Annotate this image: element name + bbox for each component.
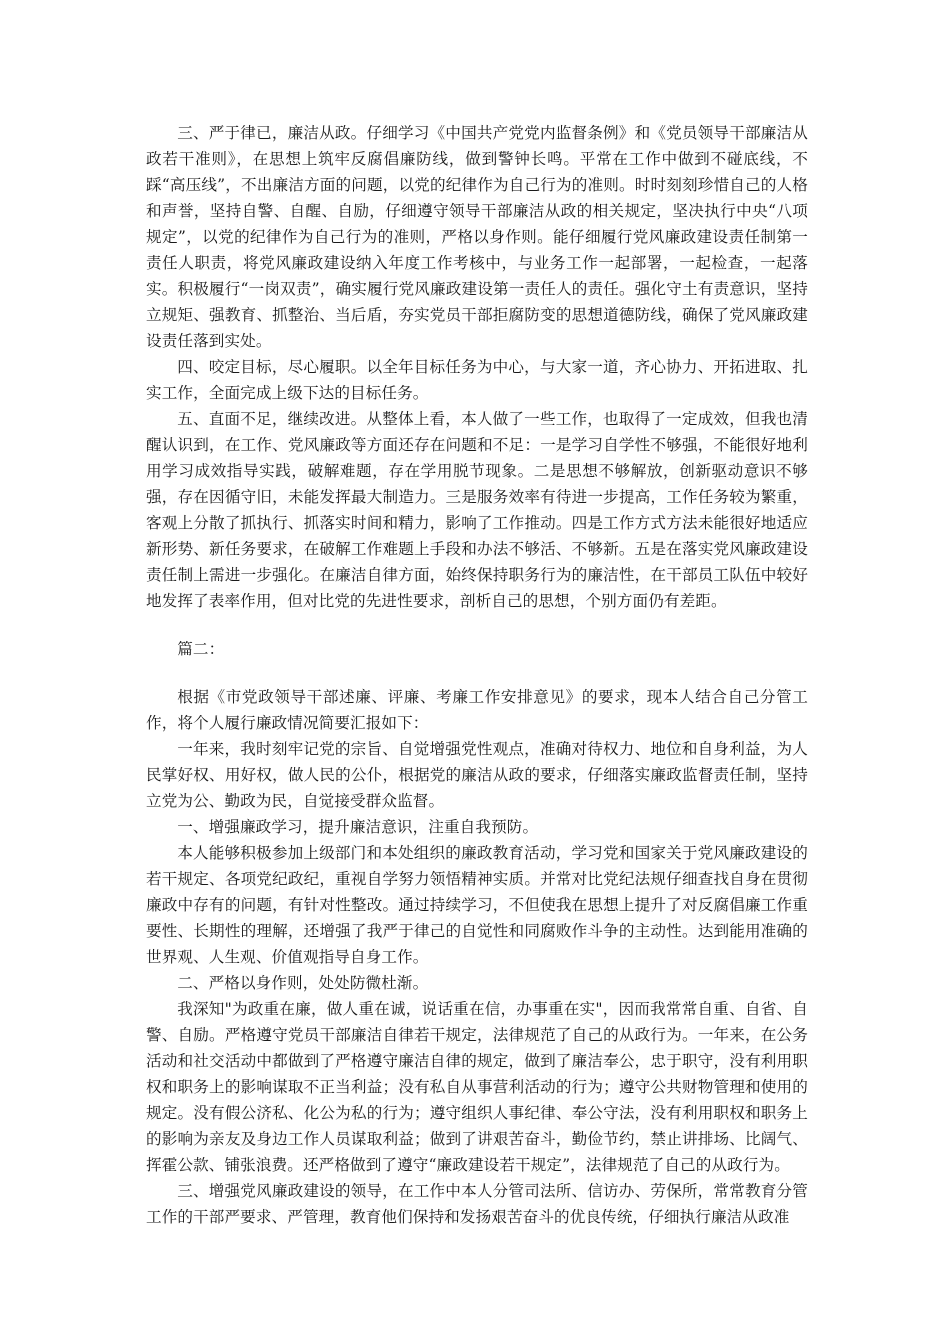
- paragraph-example: 我深知"为政重在廉，做人重在诚，说话重在信，办事重在实"，因而我常常自重、自省、自警、自励。严格遵守党员干部廉洁自律若干规定，法律规范了自己的从政行为。一年来，在公务活动和社交活动中都做到了严格遵守廉洁自律的规定，做到了廉洁奉公，忠于职守，没有利用职权和职务上的影响谋取不正当利益；没有私自从事营利活动的行为；遵守公共财物管理和使用的规定。没有假公济私、化公为私的行为；遵守组织人事纪律、奉公守法，没有利用职权和职务上的影响为亲友及身边工作人员谋取利益；做到了讲艰苦奋斗，勤俭节约，禁止讲排场、比阔气、挥霍公款、铺张浪费。还严格做到了遵守“廉政建设若干规定”，法律规范了自己的从政行为。: [146, 1000, 808, 1174]
- paragraph-intro: 根据《市党政领导干部述廉、评廉、考廉工作安排意见》的要求，现本人结合自己分管工作，将个人履行廉政情况简要汇报如下：: [146, 688, 808, 732]
- paragraph-discipline: 三、严于律已，廉洁从政。仔细学习《中国共产党党内监督条例》和《党员领导干部廉洁从政若干准则》，在思想上筑牢反腐倡廉防线，做到警钟长鸣。平常在工作中做到不碰底线，不踩“高压线”，不出廉洁方面的问题，以党的纪律作为自己行为的准则。时时刻刻珍惜自己的人格和声誉，坚持自警、自醒、自励，仔细遵守领导干部廉洁从政的相关规定，坚决执行中央“八项规定”，以党的纪律作为自己行为的准则，严格以身作则。能仔细履行党风廉政建设责任制第一责任人职责，将党风廉政建设纳入年度工作考核中，与业务工作一起部署，一起检查，一起落实。积极履行“一岗双责”，确实履行党风廉政建设第一责任人的责任。强化守土有责意识，坚持立规矩、强教育、抓整治、当后盾，夯实党员干部拒腐防变的思想道德防线，确保了党风廉政建设责任落到实处。: [146, 124, 808, 350]
- paragraph-study: 本人能够积极参加上级部门和本处组织的廉政教育活动，学习党和国家关于党风廉政建设的若干规定、各项党纪政纪，重视自学努力领悟精神实质。并常对比党纪法规仔细查找自身在贯彻廉政中存有的问题，有针对性整改。通过持续学习，不但使我在思想上提升了对反腐倡廉工作重要性、长期性的理解，还增强了我严于律己的自觉性和同腐败作斗争的主动性。达到能用准确的世界观、人生观、价值观指导自身工作。: [146, 844, 808, 966]
- paragraph-goals: 四、咬定目标，尽心履职。以全年目标任务为中心，与大家一道，齐心协力、开拓进取、扎实工作，全面完成上级下达的目标任务。: [146, 358, 808, 402]
- paragraph-heading-example: 二、严格以身作则，处处防微杜渐。: [177, 974, 429, 992]
- paragraph-leadership: 三、增强党风廉政建设的领导，在工作中本人分管司法所、信访办、劳保所，常常教育分管工作的干部严要求、严管理，教育他们保持和发扬艰苦奋斗的优良传统，仔细执行廉洁从政准: [146, 1182, 808, 1226]
- paragraph-shortcomings: 五、直面不足，继续改进。从整体上看，本人做了一些工作，也取得了一定成效，但我也清醒认识到，在工作、党风廉政等方面还存在问题和不足：一是学习自学性不够强，不能很好地利用学习成效指导实践，破解难题，存在学用脱节现象。二是思想不够解放，创新驱动意识不够强，存在因循守旧，未能发挥最大制造力。三是服务效率有待进一步提高，工作任务较为繁重，客观上分散了抓执行、抓落实时间和精力，影响了工作推动。四是工作方式方法未能很好地适应新形势、新任务要求，在破解工作难题上手段和办法不够活、不够新。五是在落实党风廉政建设责任制上需进一步强化。在廉洁自律方面，始终保持职务行为的廉洁性，在干部员工队伍中较好地发挥了表率作用，但对比党的先进性要求，剖析自己的思想，个别方面仍有差距。: [146, 410, 808, 610]
- paragraph-year-summary: 一年来，我时刻牢记党的宗旨、自觉增强党性观点，准确对待权力、地位和自身利益，为人民掌好权、用好权，做人民的公仆，根据党的廉洁从政的要求，仔细落实廉政监督责任制，坚持立党为公、勤政为民，自觉接受群众监督。: [146, 740, 808, 810]
- paragraph-heading-study: 一、增强廉政学习，提升廉洁意识，注重自我预防。: [177, 818, 539, 836]
- document-body: [146, 120, 808, 1230]
- section-heading: 篇二：: [177, 640, 225, 658]
